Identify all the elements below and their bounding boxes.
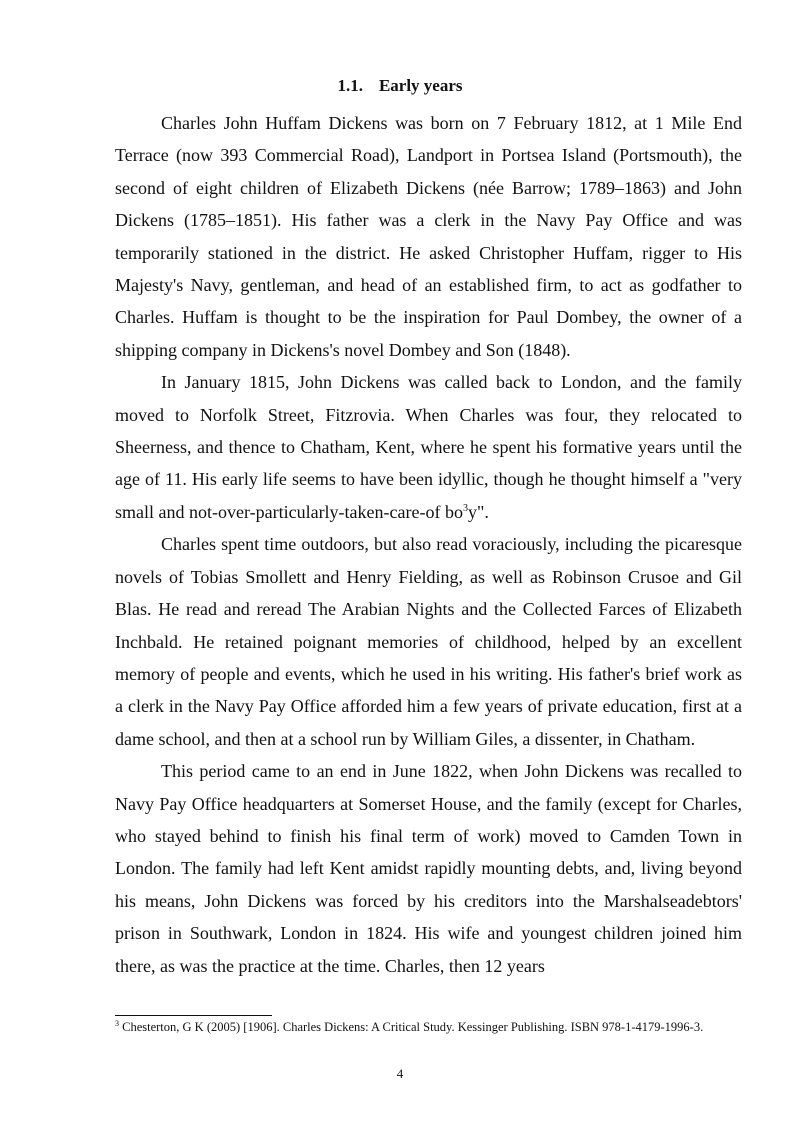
footnote-reference[interactable]: 3 — [462, 502, 468, 514]
page-number: 4 — [396, 1066, 404, 1081]
paragraph-1: Charles John Huffam Dickens was born on 7 February 1812, at 1 Mile End Terrace (now 393 Commercial Road), Landport in Portsea Island (Portsmouth), the second of eight children of Elizabeth Dickens (née Barrow; 1789–1863) and John Dickens (1785–1851). His father was a clerk in the Navy Pay Office and was temporarily stationed in the district. He asked Christopher Huffam, rigger to His Majesty's Navy, gentleman, and head of an established firm, to act as godfather to Charles. Huffam is thought to be the inspiration for Paul Dombey, the owner of a shipping company in Dickens's novel Dombey and Son (1848). — [115, 113, 742, 360]
footnote-marker: 3 — [115, 1018, 119, 1028]
section-heading — [0, 76, 800, 96]
body-text — [115, 107, 742, 982]
footnote-separator — [115, 1015, 272, 1016]
footnote — [115, 1020, 742, 1035]
section-title: Early years — [378, 76, 463, 95]
footnote-text: Chesterton, G K (2005) [1906]. Charles Dickens: A Critical Study. Kessinger Publishing. ISBN 978-1-4179-1996-3. — [122, 1020, 704, 1034]
paragraph-2-text: In January 1815, John Dickens was called back to London, and the family moved to Norfolk Street, Fitzrovia. When Charles was four, they relocated to Sheerness, and thence to Chatham, Kent, where he spent his formative years until the age of 11. His early life seems to have been idyllic, though he thought himself a "very small and not-over-particularly-taken-care-of bo — [115, 372, 742, 522]
paragraph-3: Charles spent time outdoors, but also read voraciously, including the picaresque novels of Tobias Smollett and Henry Fielding, as well as Robinson Crusoe and Gil Blas. He read and reread The Arabian Nights and the Collected Farces of Elizabeth Inchbald. He retained poignant memories of childhood, helped by an excellent memory of people and events, which he used in his writing. His father's brief work as a clerk in the Navy Pay Office afforded him a few years of private education, first at a dame school, and then at a school run by William Giles, a dissenter, in Chatham. — [115, 534, 742, 749]
section-number: 1.1. — [337, 76, 363, 95]
paragraph-2-text-end: y". — [467, 501, 489, 522]
paragraph-4: This period came to an end in June 1822, when John Dickens was recalled to Navy Pay Office headquarters at Somerset House, and the family (except for Charles, who stayed behind to finish his final term of work) moved to Camden Town in London. The family had left Kent amidst rapidly mounting debts, and, living beyond his means, John Dickens was forced by his creditors into the Marshalseadebtors' prison in Southwark, London in 1824. His wife and youngest children joined him there, as was the practice at the time. Charles, then 12 years — [115, 761, 742, 976]
paragraph-2 — [115, 366, 742, 528]
